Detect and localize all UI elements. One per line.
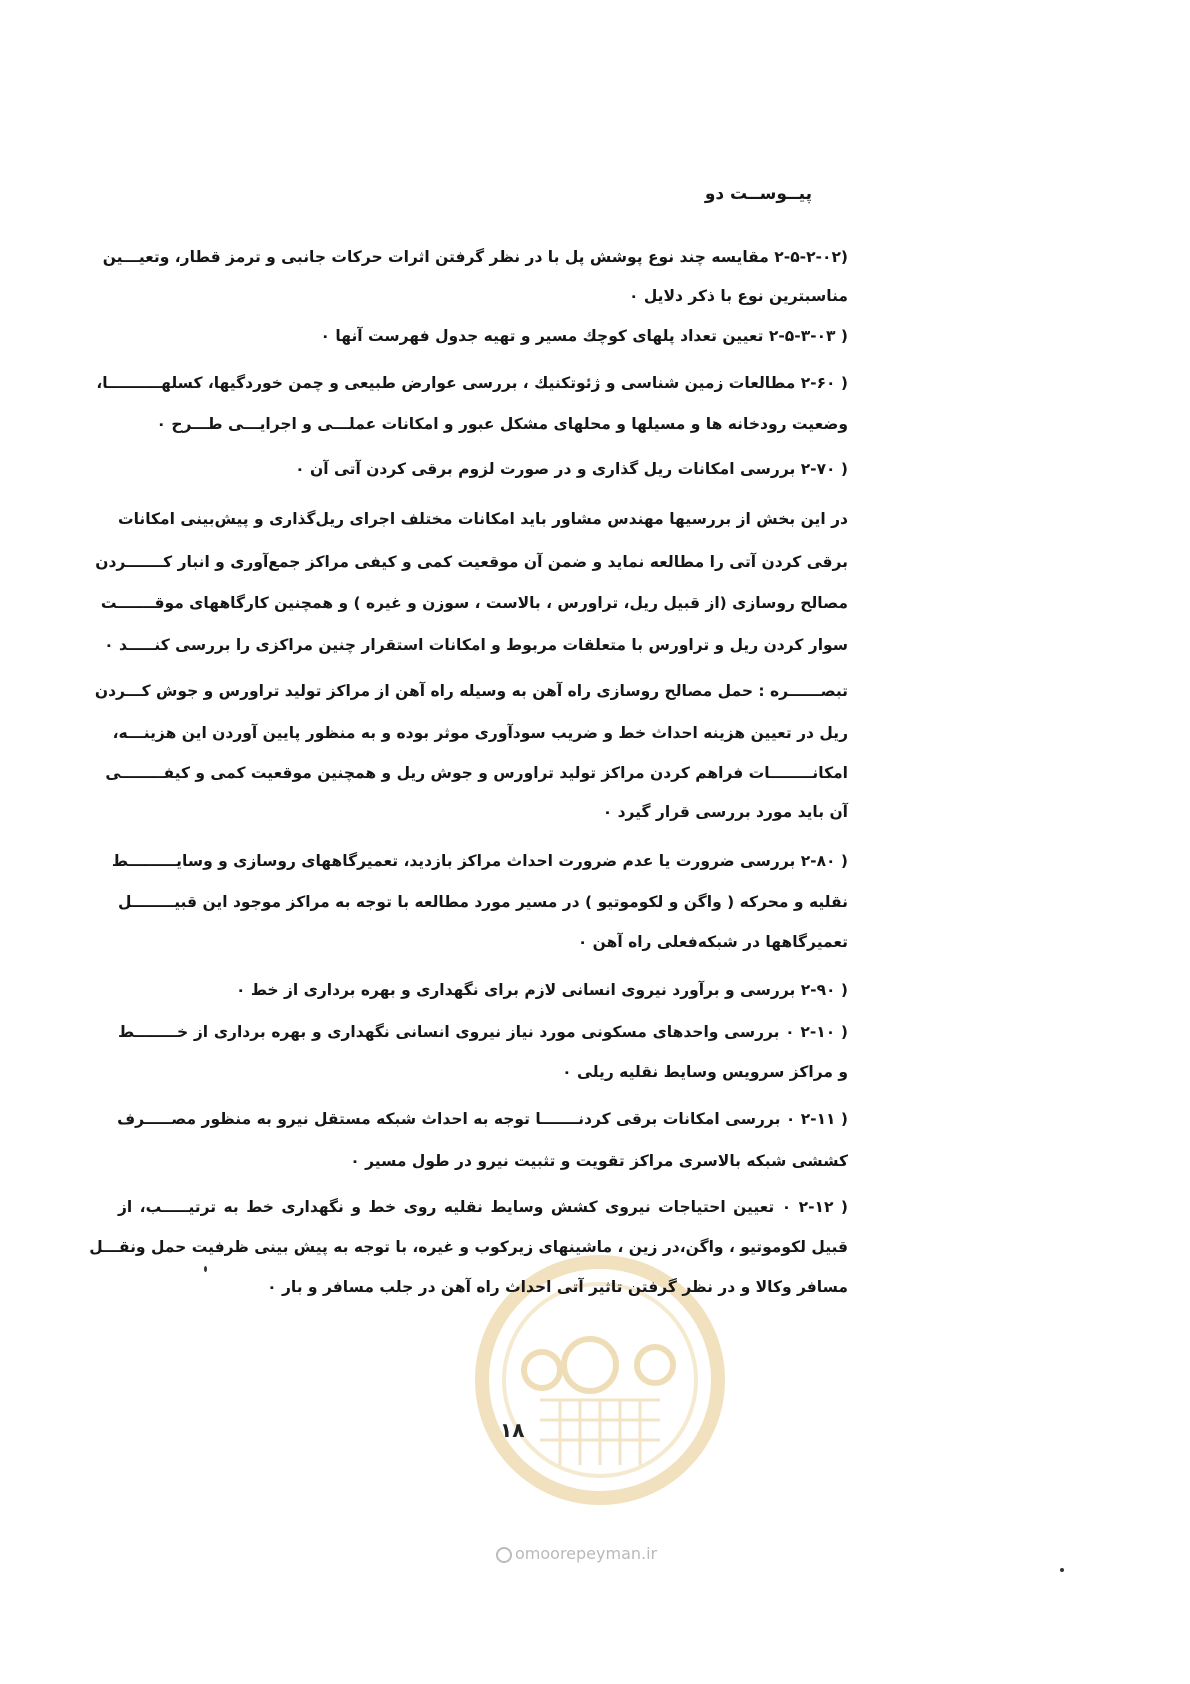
text-line: تعمیرگاهها در شبکه‌فعلی راه آهن ۰ [577,933,848,951]
watermark-url-text: omoorepeyman.ir [515,1544,658,1563]
text-line: امکانــــــــات فراهم کردن مراکز تولید تراورس و جوش ریل و همچنین موقعیت کمی و کیفــــــــی [105,764,848,782]
text-line: مناسبترین نوع با ذکر دلایل ۰ [628,287,848,305]
text-line: سوار کردن ریل و تراورس با متعلقات مربوط و امکانات استقرار چنین مراکزی را بررسی کنـــــد ۰ [104,636,848,654]
text-line: آن باید مورد بررسی قرار گیرد ۰ [602,803,848,821]
text-line: مصالح روسازی (از قبیل ریل، تراورس ، بالاست ، سوزن و غیره ) و همچنین کارگاههای موقـــــــت [100,594,848,612]
page-number: ۱۸ [500,1418,525,1442]
text-line: تبصــــــره : حمل مصالح روسازی راه آهن به وسیله راه آهن از مراکز تولید تراورس و جوش کـــردن [94,682,848,700]
text-line: قبیل لکوموتیو ، واگن،در زین ، ماشینهای زیرکوب و غیره، با توجه به پیش بینی ظرفیت حمل ونقـــل [89,1238,848,1256]
text-line: و مراکز سرویس وسایط نقلیه ریلی ۰ [562,1063,848,1081]
text-line: ( ۲-۵-۳-۰۳ تعیین تعداد پلهای کوچك مسیر و تهیه جدول فهرست آنها ۰ [320,327,848,345]
text-line: ( ۲-۹۰ بررسی و برآورد نیروی انسانی لازم برای نگهداری و بهره برداری از خط ۰ [235,981,848,999]
text-line: ( ۲-۱۱ ۰ بررسی امکانات برقی کردنـــــــا توجه به احداث شبکه مستقل نیرو به منظور مصـــــرف [117,1110,848,1128]
text-line: (۲-۵-۲-۰۲ مقایسه چند نوع پوشش پل با در نظر گرفتن اثرات حرکات جانبی و ترمز قطار، وتعیـــین [102,248,848,266]
text-line: وضعیت رودخانه ها و مسیلها و محلهای مشکل عبور و امکانات عملـــی و اجرایـــی طـــرح ۰ [156,415,848,433]
text-line: ریل در تعیین هزینه احداث خط و ضریب سودآوری موثر بوده و به منظور پایین آوردن این هزینـــه، [112,724,848,742]
text-line: ( ۲-۸۰ بررسی ضرورت یا عدم ضرورت احداث مراکز بازدید، تعمیرگاههای روسازی و وسایـــــــــط [111,852,848,870]
text-line: ( ۲-۶۰ مطالعات زمین شناسی و ژئوتکنیك ، بررسی عوارض طبیعی و چمن خوردگیها، کسلهــــــــــا، [96,374,848,392]
text-line: نقلیه و محرکه ( واگن و لکوموتیو ) در مسیر مورد مطالعه با توجه به مراکز موجود این قبیــــــــل [118,893,848,911]
at-sign-icon [496,1547,512,1563]
text-line: در این بخش از بررسیها مهندس مشاور باید امکانات مختلف اجرای ریل‌گذاری و پیش‌بینی امکانات [118,510,848,528]
page-header-title: پیــوســت دو [704,184,812,204]
text-line: مسافر وکالا و در نظر گرفتن تاثیر آتی احداث راه آهن در جلب مسافر و بار ۰ [267,1278,848,1296]
watermark-url [496,1544,657,1563]
text-line: برقی کردن آتی را مطالعه نماید و ضمن آن موقعیت کمی و کیفی مراکز جمع‌آوری و انبار کـــــــردن [95,553,848,571]
scan-speck [1060,1568,1064,1572]
text-line: کششی شبکه بالاسری مراکز تقویت و تثبیت نیرو در طول مسیر ۰ [350,1152,848,1170]
text-line: ( ۲-۷۰ بررسی امکانات ریل گذاری و در صورت لزوم برقی کردن آتی آن ۰ [295,460,848,478]
scan-speck [204,1266,207,1272]
text-line: ( ۲-۱۲ ۰ تعیین احتیاجات نیروی کشش وسایط نقلیه روی خط و نگهداری خط به ترتیـــــب، از [118,1198,848,1216]
text-line: ( ۲-۱۰ ۰ بررسی واحدهای مسکونی مورد نیاز نیروی انسانی نگهداری و بهره برداری از خــــــــط [118,1023,848,1041]
